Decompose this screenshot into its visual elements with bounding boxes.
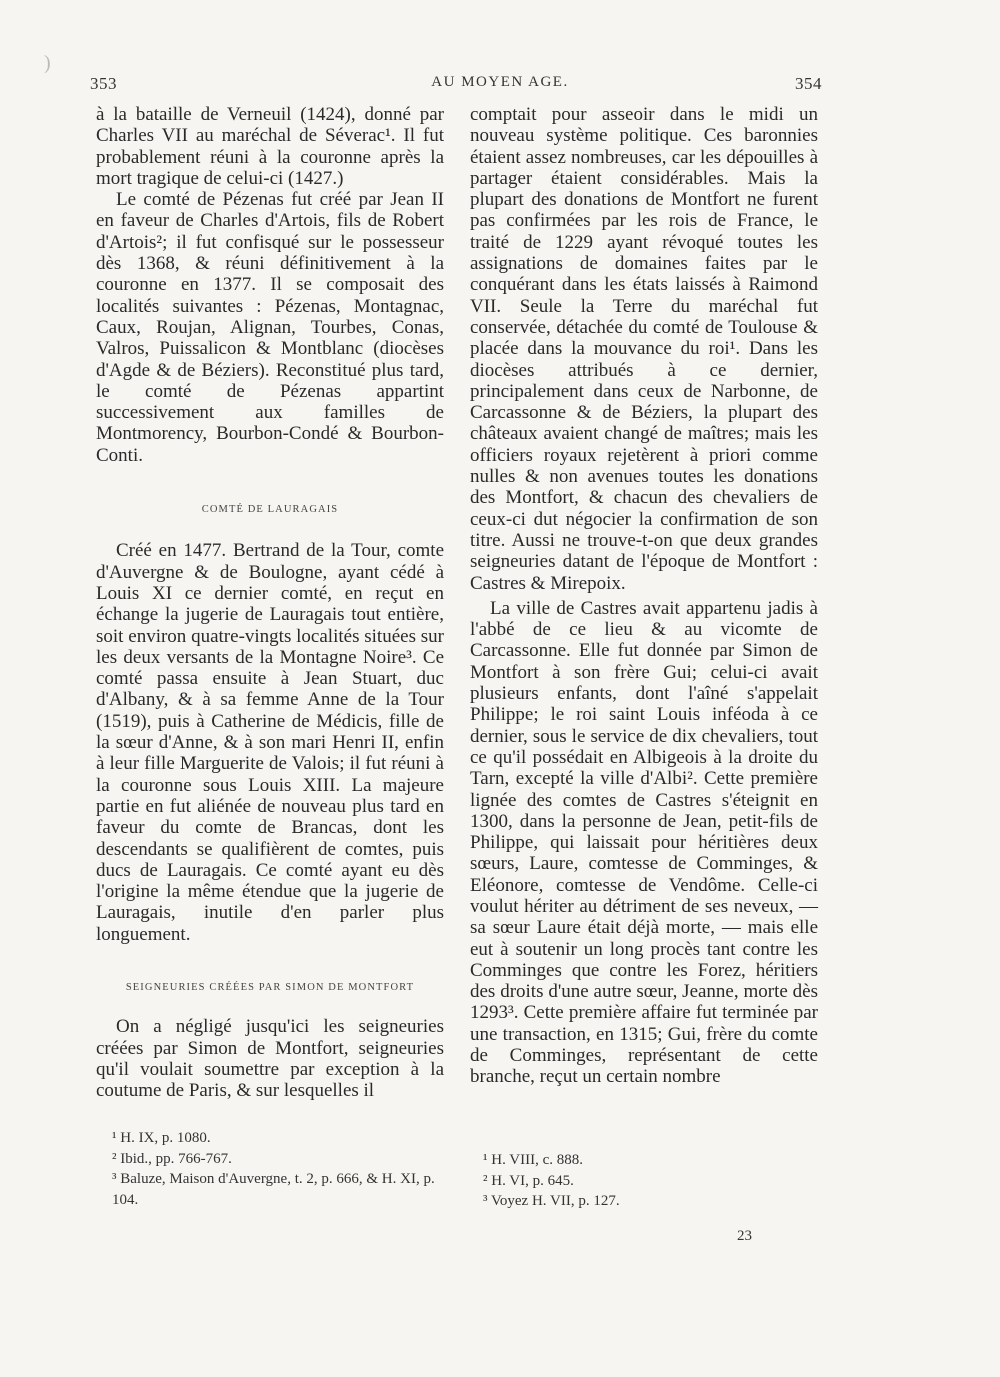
paragraph: On a négligé jusqu'ici les seigneuries créées par Simon de Montfort, seigneuries qu'il voulait soumettre par exception à la coutume de Paris, & sur lesquelles il	[96, 1016, 444, 1102]
footnote: ³ Baluze, Maison d'Auvergne, t. 2, p. 666, & H. XI, p. 104.	[112, 1171, 435, 1208]
page-number-left: 353	[90, 74, 117, 93]
footnote: ¹ H. IX, p. 1080.	[112, 1130, 211, 1146]
footnote: ³ Voyez H. VII, p. 127.	[483, 1193, 620, 1209]
footnote: ¹ H. VIII, c. 888.	[483, 1152, 584, 1168]
page-number-right: 354	[795, 74, 822, 93]
section-heading: COMTÉ DE LAURAGAIS	[201, 504, 339, 516]
footnote: ² Ibid., pp. 766-767.	[112, 1150, 232, 1167]
left-column	[96, 104, 444, 1101]
margin-mark: )	[44, 52, 51, 74]
footnote: ² H. VI, p. 645.	[483, 1172, 574, 1189]
paragraph: comptait pour asseoir dans le midi un nouveau système politique. Ces baronnies étaient assez nombreuses, car les dépouilles à partager étaient considérables. Mais la plupart des donations de Montfort ne furent pas confirmées par les rois de France, le traité de 1229 ayant révoqué toutes les assignations de domaines faites par le conquérant dans les états laissés à Raimond VII. Seule la Terre du maréchal fut conservée, détachée du comté de Toulouse & placée dans la mouvance du roi¹. Dans les diocèses attribués à ce dernier, principalement dans ceux de Narbonne, de Carcassonne & de Béziers, la plupart des châteaux avaient changé de maîtres; mais les officiers royaux rejetèrent à priori comme nulles & non avenues toutes les donations des Montfort, & chacun des chevaliers de ceux-ci dut négocier la confirmation de son titre. Aussi ne trouve-t-on que deux grandes seigneuries datant de l'époque de Montfort : Castres & Mirepoix.	[470, 104, 818, 594]
footnotes-left	[112, 1128, 444, 1210]
paragraph: Créé en 1477. Bertrand de la Tour, comte d'Auvergne & de Boulogne, ayant cédé à Louis XI ce dernier comté, en reçut en échange la jugerie de Lauragais tout entière, soit environ quatre-vingts localités situées sur les deux versants de la Montagne Noire³. Ce comté passa ensuite à Jean Stuart, duc d'Albany, & à sa femme Anne de la Tour (1519), puis à Catherine de Médicis, fille de la sœur d'Anne, & à son mari Henri II, enfin à leur fille Marguerite de Valois; il fut réuni à la couronne sous Louis XIII. La majeure partie en fut aliénée de nouveau plus tard en faveur du comte de Brancas, dont les descendants se qualifièrent de comtes, puis ducs de Lauragais. Ce comté ayant eu dès l'origine la même étendue que la jugerie de Lauragais, inutile d'en parler plus longuement.	[96, 540, 444, 945]
right-column	[470, 104, 818, 1088]
signature-mark: 23	[737, 1228, 752, 1244]
running-title: AU MOYEN AGE.	[431, 74, 569, 90]
paragraph: La ville de Castres avait appartenu jadis à l'abbé de ce lieu & au vicomte de Carcassonne. Elle fut donnée par Simon de Montfort à son frère Gui; celui-ci avait plusieurs enfants, dont l'aîné s'appelait Philippe; le roi saint Louis inféoda à ce dernier, sous le service de dix chevaliers, tout ce qu'il possédait en Albigeois à la droite du Tarn, excepté la ville d'Albi². Cette première lignée des comtes de Castres s'éteignit en 1300, dans la personne de Jean, petit-fils de Philippe, qui laissait pour héritières deux sœurs, Laure, comtesse de Comminges, & Eléonore, comtesse de Vendôme. Celle-ci voulut hériter au détriment de ses neveux, — sa sœur Laure était déjà morte, — mais elle eut à soutenir un long procès tant contre les Comminges que contre les Forez, héritiers des droits d'une autre sœur, Jeanne, morte dès 1293³. Cette première affaire fut terminée par une transaction, en 1315; Gui, frère du comte de Comminges, représentant de cette branche, reçut un certain nombre	[470, 597, 818, 1088]
section-heading: SEIGNEURIES CRÉÉES PAR SIMON DE MONTFORT	[125, 981, 415, 993]
paragraph: à la bataille de Verneuil (1424), donné par Charles VII au maréchal de Séverac¹. Il fut probablement réuni à la couronne après la mort tragique de celui-ci (1427.)	[96, 104, 444, 189]
footnotes-right	[483, 1150, 783, 1212]
paragraph: Le comté de Pézenas fut créé par Jean II en faveur de Charles d'Artois, fils de Robert d'Artois²; il fut confisqué sur le possesseur dès 1368, & réuni définitivement à la couronne en 1377. Il se composait des localités suivantes : Pézenas, Montagnac, Caux, Roujan, Alignan, Tourbes, Conas, Valros, Puissalicon & Montblanc (diocèses d'Agde & de Béziers). Reconstitué plus tard, le comté de Pézenas appartint successivement aux familles de Montmorency, Bourbon-Condé & Bourbon-Conti.	[96, 189, 444, 466]
